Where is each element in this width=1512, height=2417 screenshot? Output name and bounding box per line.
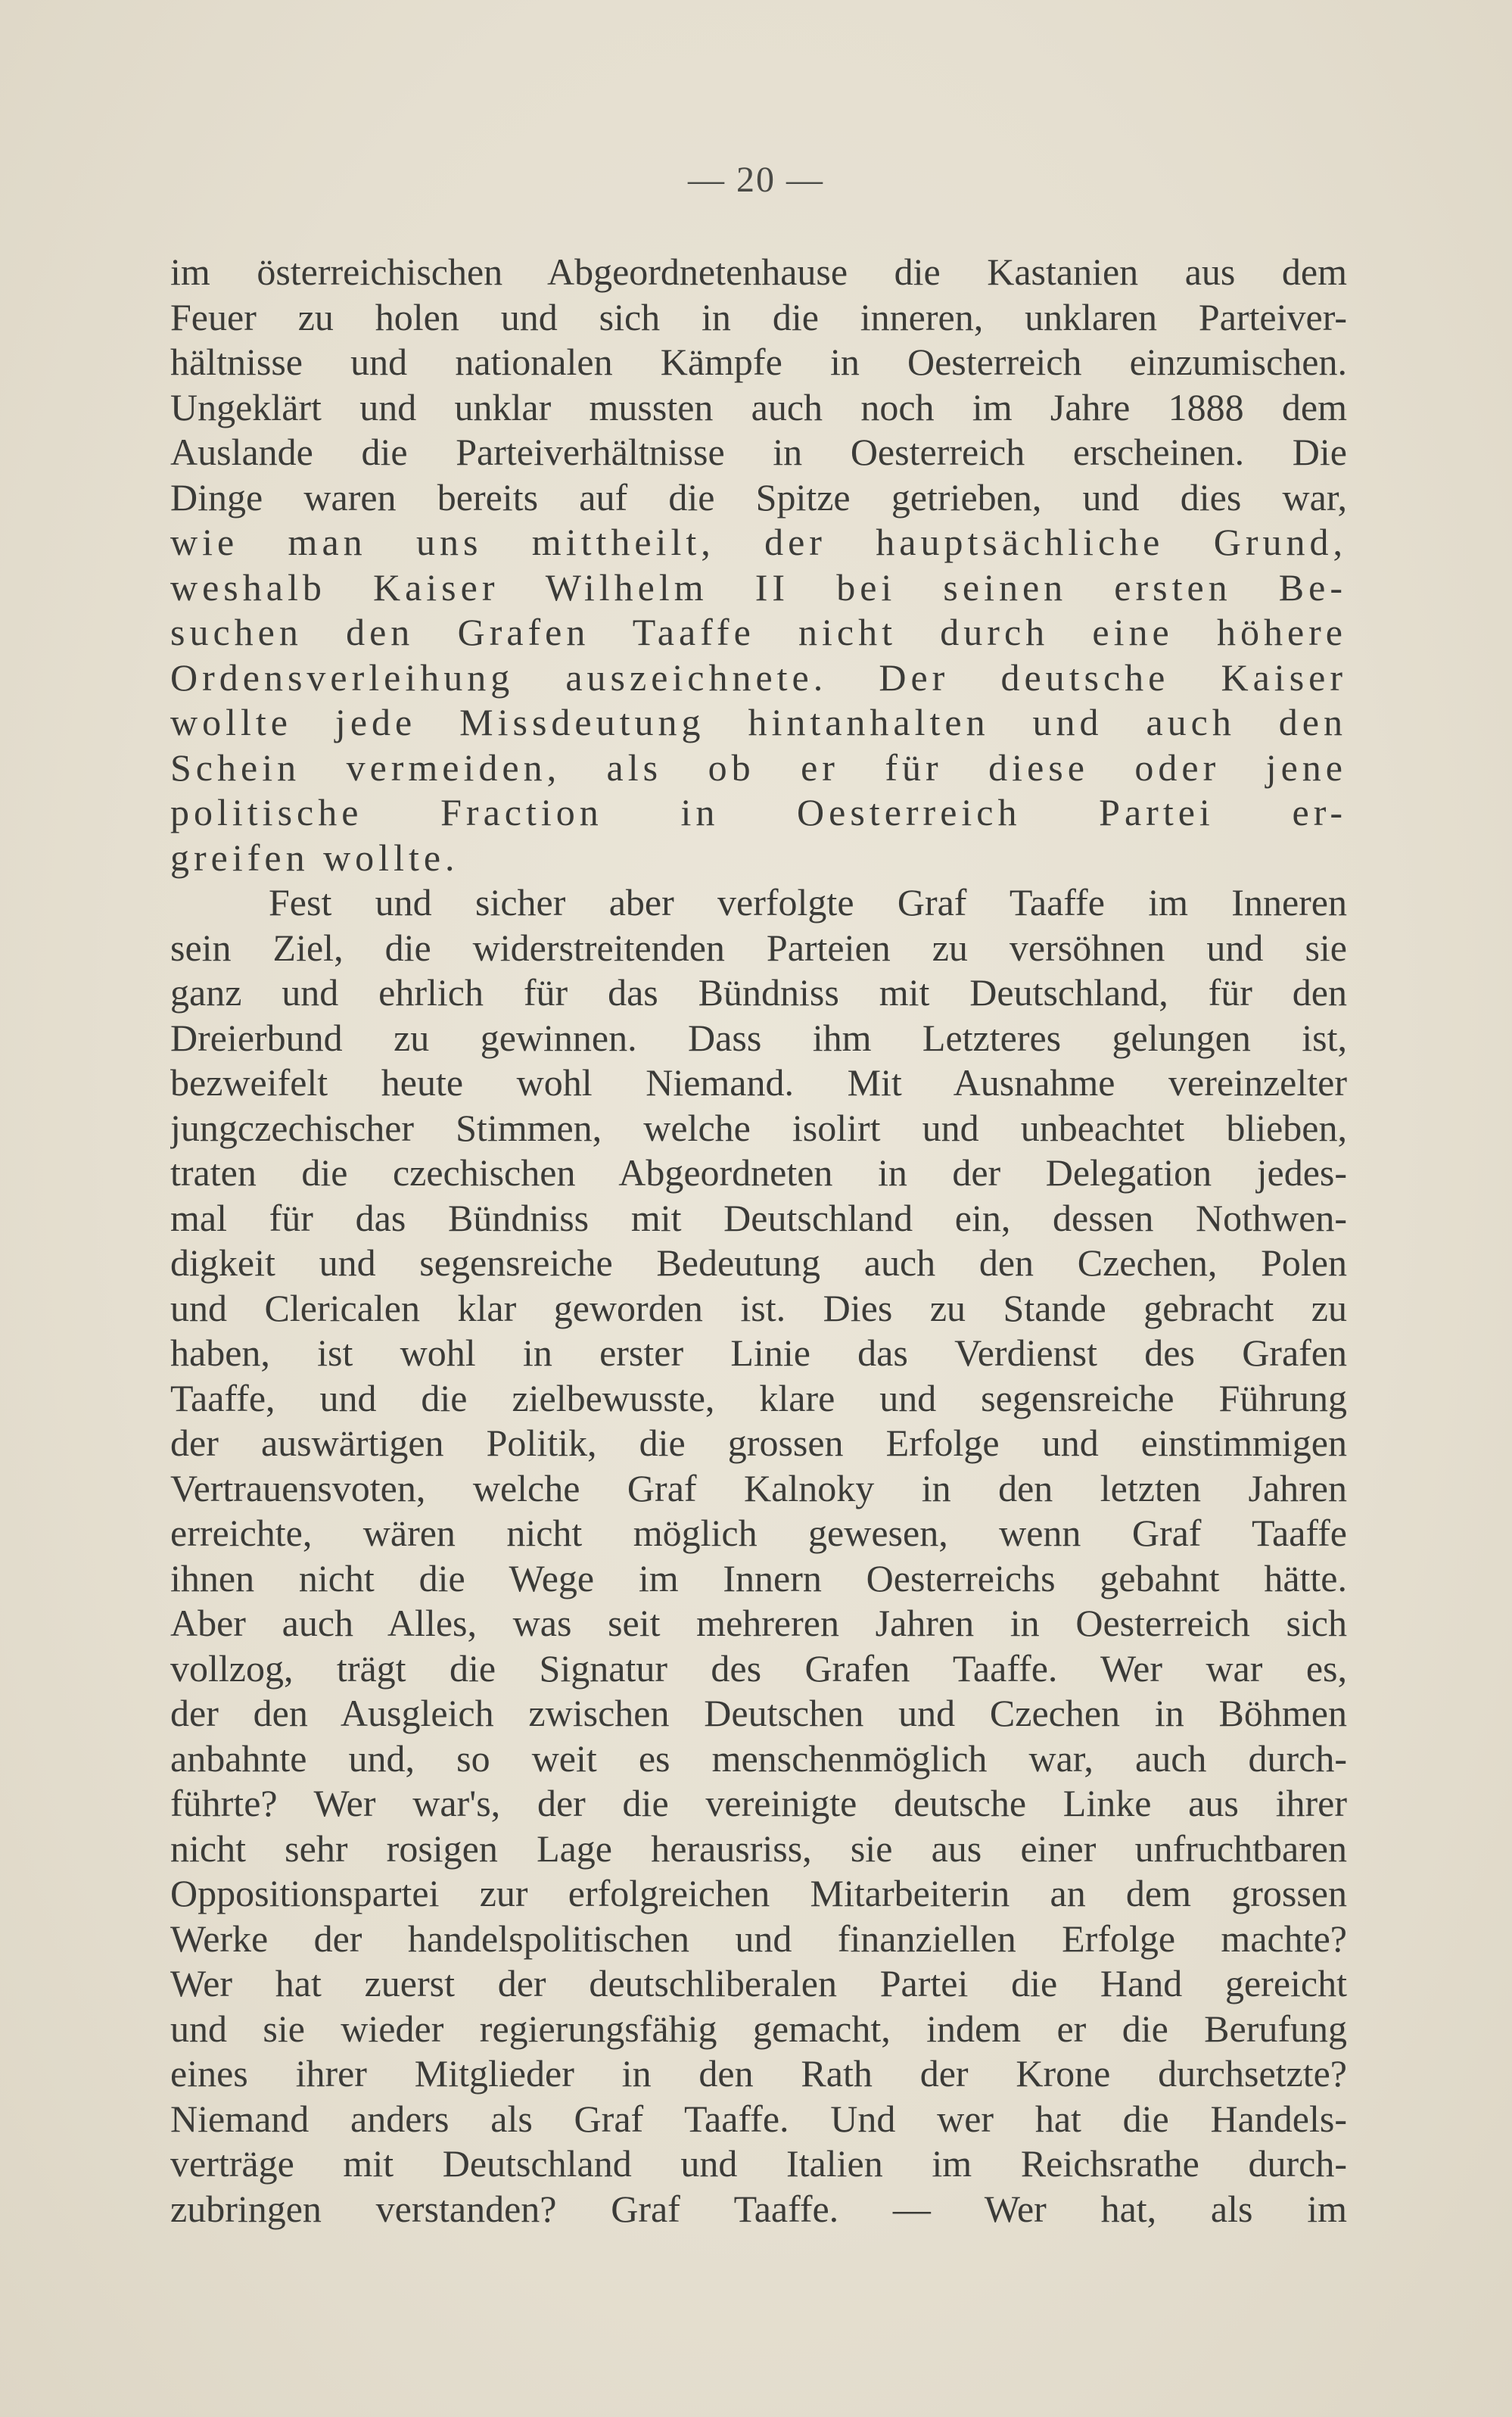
text-line: Feuer zu holen und sich in die inneren, unklaren Parteiver- xyxy=(170,295,1347,338)
text-line: eines ihrer Mitglieder in den Rath der Krone durchsetzte? xyxy=(170,2052,1347,2095)
text-line: Wer hat zuerst der deutschliberalen Partei die Hand gereicht xyxy=(170,1962,1347,2004)
text-line: haben, ist wohl in erster Linie das Verdienst des Grafen xyxy=(170,1332,1347,1374)
text-line: traten die czechischen Abgeordneten in der Delegation jedes- xyxy=(170,1151,1347,1194)
text-line: führte? Wer war's, der die vereinigte deutsche Linke aus ihrer xyxy=(170,1782,1347,1824)
text-line: verträge mit Deutschland und Italien im Reichsrathe durch- xyxy=(170,2142,1347,2185)
text-line: zubringen verstanden? Graf Taaffe. — Wer hat, als im xyxy=(170,2187,1347,2230)
text-line: ganz und ehrlich für das Bündniss mit Deutschland, für den xyxy=(170,971,1347,1014)
text-line: erreichte, wären nicht möglich gewesen, wenn Graf Taaffe xyxy=(170,1512,1347,1554)
text-line: mal für das Bündniss mit Deutschland ein, dessen Nothwen- xyxy=(170,1196,1347,1239)
text-line: Dinge waren bereits auf die Spitze getrieben, und dies war, xyxy=(170,475,1347,519)
text-line: Ungeklärt und unklar mussten auch noch im Jahre 1888 dem xyxy=(170,385,1347,428)
text-line: digkeit und segensreiche Bedeutung auch den Czechen, Polen xyxy=(170,1241,1347,1284)
paragraph-1 xyxy=(170,250,1347,880)
page-number: — 20 — xyxy=(688,160,824,200)
text-line: politische Fraction in Oesterreich Partei er- xyxy=(170,791,1347,833)
text-line: Ordensverleihung auszeichnete. Der deutsche Kaiser xyxy=(170,656,1347,699)
text-line: und sie wieder regierungsfähig gemacht, indem er die Berufung xyxy=(170,2007,1347,2050)
text-line: anbahnte und, so weit es menschenmöglich war, auch durch- xyxy=(170,1736,1347,1780)
text-line: Vertrauensvoten, welche Graf Kalnoky in den letzten Jahren xyxy=(170,1466,1347,1509)
paragraph-2 xyxy=(170,880,1347,2232)
text-line: bezweifelt heute wohl Niemand. Mit Ausnahme vereinzelter xyxy=(170,1061,1347,1104)
text-line: Taaffe, und die zielbewusste, klare und segensreiche Führung xyxy=(170,1376,1347,1419)
text-line: der den Ausgleich zwischen Deutschen und Czechen in Böhmen xyxy=(170,1692,1347,1734)
text-line: Schein vermeiden, als ob er für diese oder jene xyxy=(170,746,1347,789)
text-line: hältnisse und nationalen Kämpfe in Oesterreich einzumischen. xyxy=(170,341,1347,383)
text-line: im österreichischen Abgeordnetenhause die Kastanien aus dem xyxy=(170,251,1347,293)
text-line: Niemand anders als Graf Taaffe. Und wer hat die Handels- xyxy=(170,2097,1347,2140)
text-line: jungczechischer Stimmen, welche isolirt und unbeachtet blieben, xyxy=(170,1106,1347,1149)
text-line: wie man uns mittheilt, der hauptsächliche Grund, xyxy=(170,521,1347,563)
text-line: vollzog, trägt die Signatur des Grafen Taaffe. Wer war es, xyxy=(170,1646,1347,1690)
text-line: ihnen nicht die Wege im Innern Oesterreichs gebahnt hätte. xyxy=(170,1556,1347,1599)
text-line: Werke der handelspolitischen und finanziellen Erfolge machte? xyxy=(170,1917,1347,1960)
text-line: nicht sehr rosigen Lage herausriss, sie aus einer unfruchtbaren xyxy=(170,1827,1347,1870)
text-line: Oppositionspartei zur erfolgreichen Mitarbeiterin an dem grossen xyxy=(170,1872,1347,1914)
text-line: und Clericalen klar geworden ist. Dies zu Stande gebracht zu xyxy=(170,1286,1347,1329)
body-text xyxy=(170,250,1347,2232)
text-line: Aber auch Alles, was seit mehreren Jahren in Oesterreich sich xyxy=(170,1602,1347,1644)
text-line: sein Ziel, die widerstreitenden Parteien zu versöhnen und sie xyxy=(170,926,1347,969)
text-line: der auswärtigen Politik, die grossen Erfolge und einstimmigen xyxy=(170,1422,1347,1464)
text-line: greifen wollte. xyxy=(170,836,459,879)
text-line: wollte jede Missdeutung hintanhalten und auch den xyxy=(170,701,1347,743)
text-line: Fest und sicher aber verfolgte Graf Taaffe im Inneren xyxy=(269,881,1347,924)
text-line: weshalb Kaiser Wilhelm II bei seinen ersten Be- xyxy=(170,565,1347,609)
text-line: Auslande die Parteiverhältnisse in Oesterreich erscheinen. Die xyxy=(170,431,1347,473)
text-line: Dreierbund zu gewinnen. Dass ihm Letzteres gelungen ist, xyxy=(170,1016,1347,1059)
text-line: suchen den Grafen Taaffe nicht durch eine höhere xyxy=(170,611,1347,653)
